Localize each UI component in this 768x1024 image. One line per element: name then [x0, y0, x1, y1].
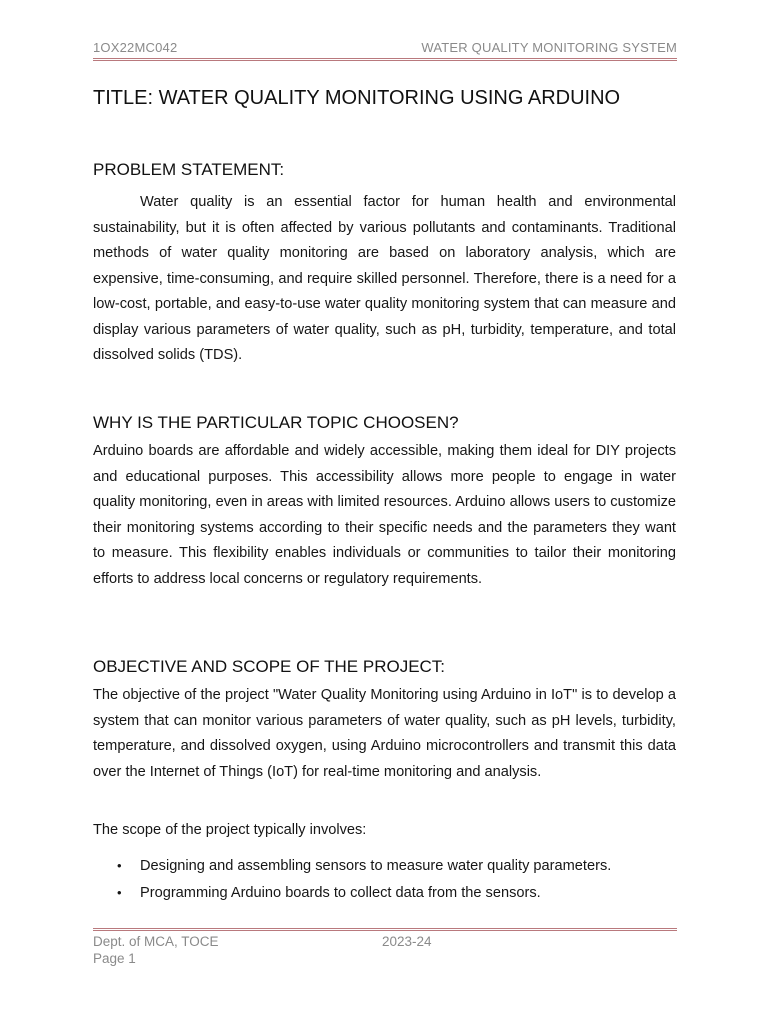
bullet-icon: • — [117, 858, 122, 873]
problem-statement-paragraph: Water quality is an essential factor for human health and environmental sustainability, but it is often affected by various pollutants and contaminants. Traditional methods of water quality monitoring are based on laboratory analysis, which are expensive, time-consuming, and require skilled personnel. Therefore, there is a need for a low-cost, portable, and easy-to-use water quality monitoring system that can measure and display various parameters of water quality, such as pH, turbidity, temperature, and total dissolved solids (TDS). — [93, 194, 676, 363]
bullet-icon: • — [117, 885, 122, 900]
objective-paragraph: The objective of the project "Water Quality Monitoring using Arduino in IoT" is to develop a system that can monitor various parameters of water quality, such as pH levels, turbidity, temperature, and dissolved oxygen, using Arduino microcontrollers and transmit this data over the Internet of Things (IoT) for real-time monitoring and analysis. — [93, 687, 676, 780]
list-item — [93, 855, 676, 882]
bullet-text: Designing and assembling sensors to measure water quality parameters. — [140, 858, 612, 874]
why-topic-heading: WHY IS THE PARTICULAR TOPIC CHOOSEN? — [93, 413, 459, 432]
footer-academic-year: 2023-24 — [382, 934, 432, 949]
scope-bullet-list — [93, 855, 676, 909]
footer-page-number: Page 1 — [93, 951, 136, 966]
list-item — [93, 882, 676, 909]
bullet-text: Programming Arduino boards to collect data from the sensors. — [140, 885, 541, 901]
problem-statement-heading: PROBLEM STATEMENT: — [93, 160, 285, 179]
header-document-title: WATER QUALITY MONITORING SYSTEM — [421, 40, 677, 55]
header-rule — [93, 58, 677, 61]
header-document-id: 1OX22MC042 — [93, 40, 178, 55]
scope-intro: The scope of the project typically involves: — [93, 822, 367, 838]
objective-scope-heading: OBJECTIVE AND SCOPE OF THE PROJECT: — [93, 657, 446, 676]
why-topic-paragraph: Arduino boards are affordable and widely accessible, making them ideal for DIY projects and educational purposes. This accessibility allows more people to engage in water quality monitoring, even in areas with limited resources. Arduino allows users to customize their monitoring systems according to their specific needs and the parameters they want to measure. This flexibility enables individuals or communities to tailor their monitoring efforts to address local concerns or regulatory requirements. — [93, 443, 676, 587]
page-title: TITLE: WATER QUALITY MONITORING USING ARDUINO — [93, 87, 621, 109]
footer-rule — [93, 928, 677, 931]
footer-department: Dept. of MCA, TOCE — [93, 934, 219, 949]
